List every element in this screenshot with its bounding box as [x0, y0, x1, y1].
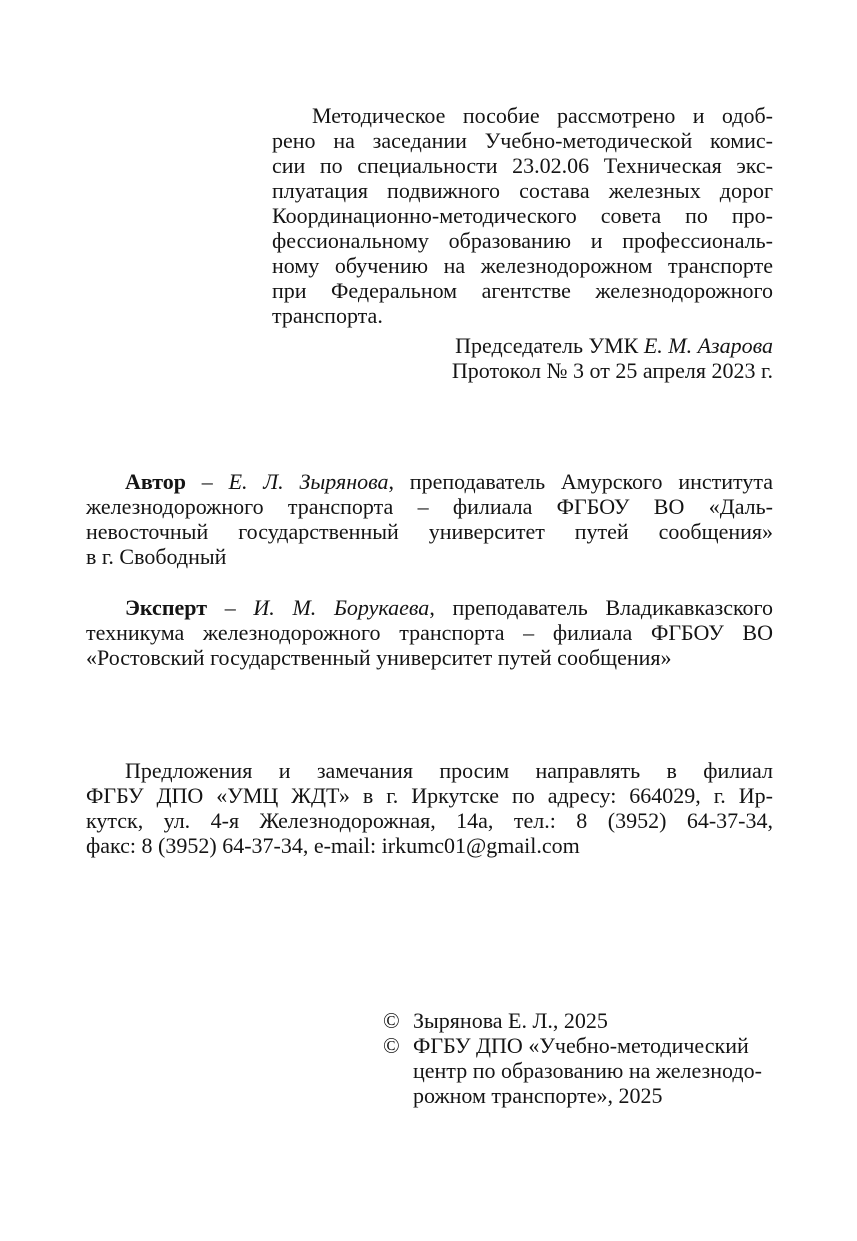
text-segment: рено на заседании Учебно-методической комис-	[272, 128, 773, 153]
text-segment: Е. Л. Зырянова	[228, 469, 389, 494]
text-line	[413, 1033, 773, 1058]
expert-paragraph	[86, 595, 773, 670]
text-segment: ФГБУ ДПО «Учебно-методический	[413, 1033, 749, 1058]
text-line	[86, 758, 773, 783]
text-line	[272, 278, 773, 303]
text-segment: –	[185, 469, 229, 494]
text-line	[86, 494, 773, 519]
text-line	[413, 1008, 773, 1033]
text-segment: Предложения и замечания просим направлять в филиал	[125, 758, 773, 783]
copyright-symbol: ©	[383, 1033, 400, 1058]
text-line	[86, 808, 773, 833]
text-line	[86, 833, 773, 858]
text-segment: –	[207, 595, 254, 620]
text-line	[86, 519, 773, 544]
text-segment: при Федеральном агентстве железнодорожного	[272, 278, 773, 303]
text-segment: транспорта.	[272, 303, 383, 328]
text-segment: «Ростовский государственный университет путей сообщения»	[86, 645, 672, 670]
text-segment: ному обучению на железнодорожном транспорте	[272, 253, 773, 278]
text-segment: Председатель УМК	[455, 333, 644, 358]
text-line	[86, 645, 773, 670]
text-line	[272, 253, 773, 278]
text-line	[272, 128, 773, 153]
text-segment: Автор	[125, 469, 186, 494]
text-segment: факс: 8 (3952) 64-37-34, e-mail: irkumc01@gmail.com	[86, 833, 580, 858]
copyright-holder-author	[413, 1008, 773, 1033]
text-segment: Координационно-методического совета по про-	[272, 203, 773, 228]
text-line	[413, 1083, 773, 1108]
copyright-entry-publisher	[383, 1033, 773, 1108]
text-segment: И. М. Борукаева	[253, 595, 430, 620]
text-line	[272, 103, 773, 128]
text-line	[86, 358, 773, 383]
copyright-symbol: ©	[383, 1008, 400, 1033]
text-segment: плуатация подвижного состава железных дорог	[272, 178, 773, 203]
text-line	[86, 333, 773, 358]
text-segment: Е. М. Азарова	[643, 333, 773, 358]
text-segment: ФГБУ ДПО «УМЦ ЖДТ» в г. Иркутске по адресу: 664029, г. Ир-	[86, 783, 773, 808]
text-line	[86, 544, 773, 569]
text-line	[413, 1058, 773, 1083]
text-line	[86, 595, 773, 620]
text-line	[272, 203, 773, 228]
text-segment: сии по специальности 23.02.06 Техническая экс-	[272, 153, 773, 178]
text-segment: Зырянова Е. Л., 2025	[413, 1008, 608, 1033]
text-segment: техникума железнодорожного транспорта – филиала ФГБОУ ВО	[86, 620, 773, 645]
text-segment: Эксперт	[125, 595, 208, 620]
text-line	[86, 620, 773, 645]
text-line	[272, 153, 773, 178]
text-segment: в г. Свободный	[86, 544, 227, 569]
text-segment: центр по образованию на железнодо-	[413, 1058, 762, 1083]
text-segment: , преподаватель Амурского института	[388, 469, 773, 494]
author-paragraph	[86, 469, 773, 569]
contact-paragraph	[86, 758, 773, 858]
text-segment: Протокол № 3 от 25 апреля 2023 г.	[451, 358, 773, 383]
text-segment: Методическое пособие рассмотрено и одоб-	[312, 103, 773, 128]
text-segment: фессиональному образованию и профессиональ-	[272, 228, 773, 253]
text-line	[272, 303, 773, 328]
approval-paragraph	[272, 103, 773, 328]
copyright-entry-author	[383, 1008, 773, 1033]
text-segment: невосточный государственный университет путей сообщения»	[86, 519, 773, 544]
text-segment: железнодорожного транспорта – филиала ФГБОУ ВО «Даль-	[86, 494, 773, 519]
text-line	[272, 178, 773, 203]
text-line	[272, 228, 773, 253]
copyright-holder-publisher	[413, 1033, 773, 1108]
text-segment: рожном транспорте», 2025	[413, 1083, 663, 1108]
text-line	[86, 783, 773, 808]
text-line	[86, 469, 773, 494]
chairman-signature-block	[86, 333, 773, 383]
copyright-block	[383, 1008, 773, 1108]
text-segment: кутск, ул. 4-я Железнодорожная, 14а, тел.: 8 (3952) 64-37-34,	[86, 808, 773, 833]
text-segment: , преподаватель Владикавказского	[429, 595, 773, 620]
